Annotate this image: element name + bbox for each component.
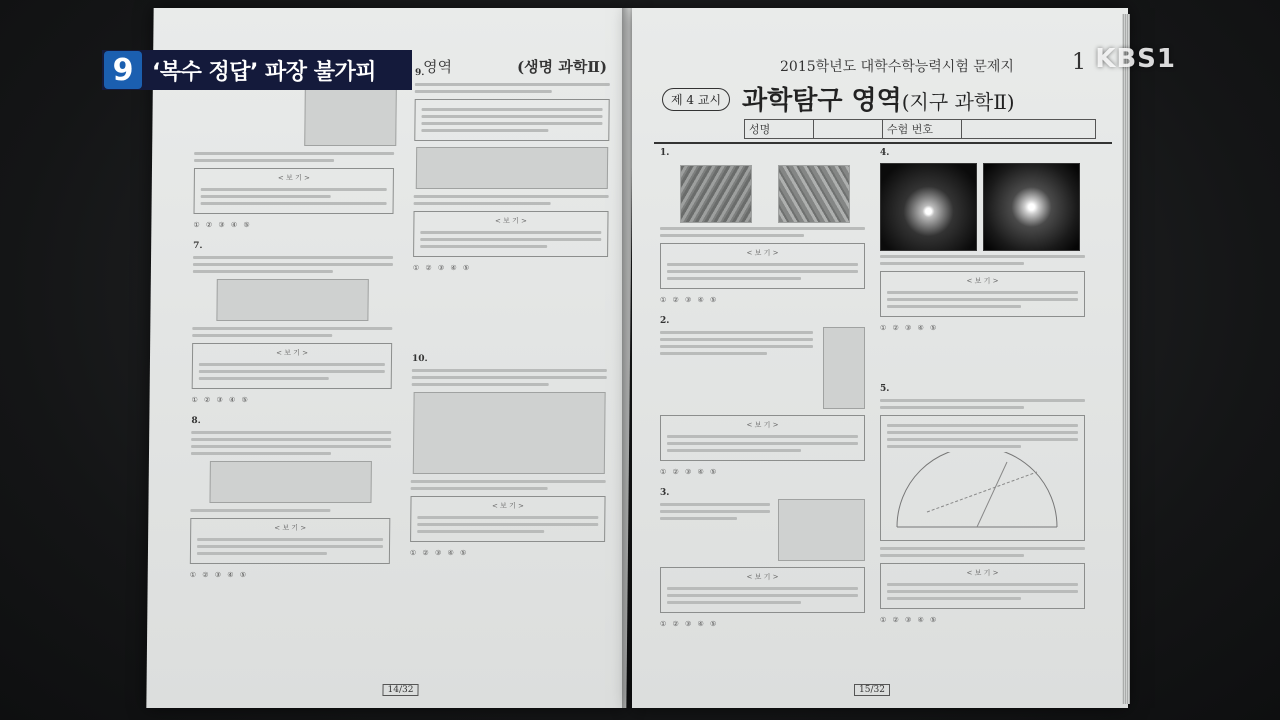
choices: ① ② ③ ④ ⑤	[880, 324, 939, 332]
dna-figure	[412, 392, 605, 474]
session-label: 제 4 교시	[662, 88, 730, 111]
question-number: 2.	[660, 316, 670, 326]
box-title: < 보 기 >	[746, 573, 779, 581]
choices: ① ② ③ ④ ⑤	[191, 396, 250, 404]
box-title: < 보 기 >	[277, 174, 310, 182]
galaxy-photo-elliptical	[880, 163, 977, 251]
box-title: < 보 기 >	[966, 569, 999, 577]
answer-box	[190, 518, 390, 564]
choices: ① ② ③ ④ ⑤	[193, 221, 252, 229]
question-number: 3.	[660, 488, 670, 498]
id-label: 수험 번호	[883, 120, 962, 138]
paper-stack-edge	[1122, 14, 1130, 704]
exam-page-right	[632, 8, 1128, 708]
rock-photo-a	[680, 165, 752, 223]
question-number: 5.	[880, 384, 890, 394]
choices: ① ② ③ ④ ⑤	[660, 296, 719, 304]
graph-figure	[216, 279, 368, 321]
left-page-column-2	[409, 68, 610, 668]
answer-box	[413, 211, 608, 257]
experiment-box	[414, 99, 609, 141]
name-id-bar	[744, 119, 1096, 139]
page-number: 14	[387, 685, 400, 695]
box-title: < 보 기 >	[494, 217, 527, 225]
answer-box	[192, 343, 392, 389]
choices: ① ② ③ ④ ⑤	[660, 620, 719, 628]
page-number: 15	[859, 685, 871, 695]
exam-title: 2015학년도 대학수학능력시험 문제지	[780, 59, 1014, 75]
choices: ① ② ③ ④ ⑤	[880, 616, 939, 624]
left-page-column-1	[189, 68, 395, 668]
box-title: < 보 기 >	[966, 277, 999, 285]
page-total: 32	[401, 685, 414, 695]
left-page-header-subject: (생명 과학Ⅱ)	[516, 58, 608, 76]
name-label: 성명	[745, 120, 814, 138]
news-headline-banner	[102, 50, 412, 90]
question-number: 4.	[880, 148, 890, 158]
channel-badge: 9	[104, 51, 142, 89]
subject-name: 과학탐구 영역	[742, 86, 902, 116]
question-number: 8.	[191, 416, 201, 426]
header-rule	[654, 142, 1112, 144]
answer-box	[194, 168, 394, 214]
results-table	[415, 147, 607, 189]
question-number: 1.	[660, 148, 670, 158]
answer-box	[410, 496, 605, 542]
headline-text: ‘복수 정답’ 파장 불가피	[152, 59, 376, 85]
choices: ① ② ③ ④ ⑤	[660, 468, 719, 476]
answer-box	[660, 243, 865, 289]
exam-page-left	[146, 8, 633, 708]
condition-box	[880, 415, 1085, 541]
right-page-column-2	[880, 148, 1085, 668]
box-title: < 보 기 >	[746, 249, 779, 257]
choices: ① ② ③ ④ ⑤	[189, 571, 249, 579]
question-number: 10.	[411, 354, 428, 364]
question-number: 9.	[414, 68, 425, 78]
choices: ① ② ③ ④ ⑤	[409, 549, 469, 557]
strata-column-figure	[823, 327, 865, 409]
left-page-number: 14/32	[382, 684, 418, 696]
right-page-column-1	[660, 148, 865, 668]
left-page-header-area: 영역	[422, 58, 453, 76]
right-page-number: 15/32	[854, 684, 890, 696]
answer-box	[880, 271, 1085, 317]
subject-title	[742, 80, 1015, 117]
block-diagram-figure	[778, 499, 865, 561]
box-title: < 보 기 >	[276, 349, 309, 357]
answer-box	[660, 567, 865, 613]
page-number-large: 1	[1072, 50, 1086, 75]
answer-box	[880, 563, 1085, 609]
answer-box	[660, 415, 865, 461]
gene-figure	[209, 461, 371, 503]
box-title: < 보 기 >	[746, 421, 779, 429]
choices: ① ② ③ ④ ⑤	[412, 264, 472, 272]
box-title: < 보 기 >	[274, 524, 307, 532]
galaxy-photo-spiral	[983, 163, 1080, 251]
box-title: < 보 기 >	[491, 502, 524, 510]
subject-sub: (지구 과학Ⅱ)	[901, 90, 1015, 114]
question-number: 7.	[193, 241, 203, 251]
network-logo: KBS1	[1095, 44, 1176, 74]
page-total: 32	[873, 685, 885, 695]
celestial-diagram	[887, 452, 1067, 532]
rock-photo-b	[778, 165, 850, 223]
